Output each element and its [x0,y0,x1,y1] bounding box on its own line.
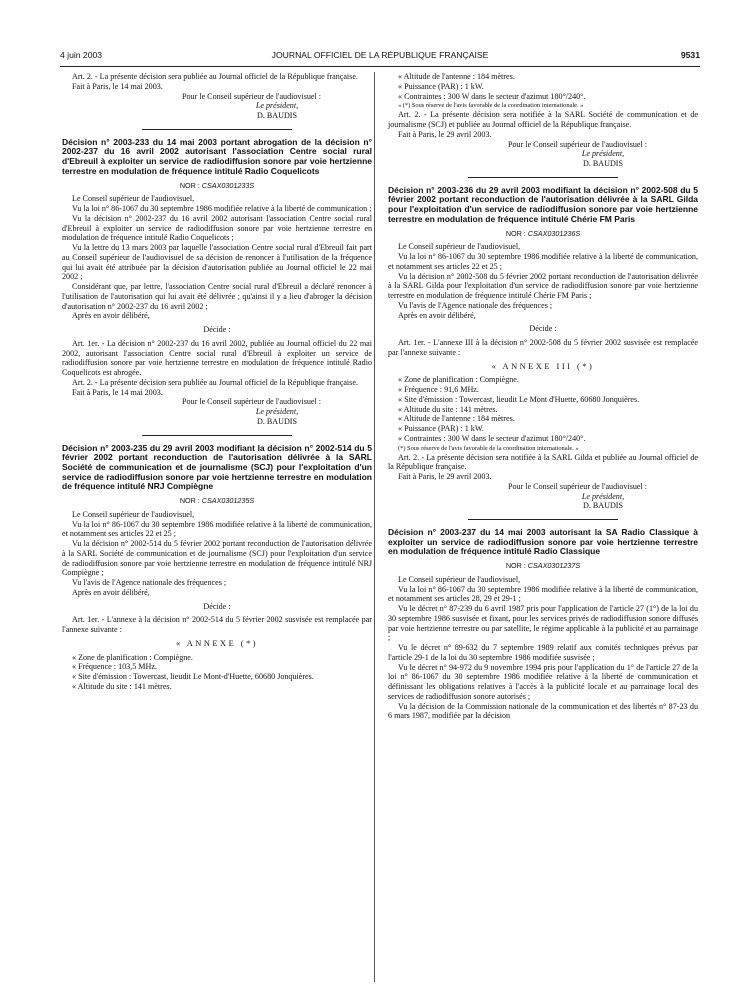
page-header [60,50,700,64]
header-journal-title: JOURNAL OFFICIEL DE LA RÉPUBLIQUE FRANÇAISE [271,50,489,60]
paragraph: Le Conseil supérieur de l'audiovisuel, [398,242,521,252]
decide-label: Décide : [203,325,231,335]
header-page-number: 9531 [680,50,700,60]
fait-line: Fait à Paris, le 29 avril 2003. [398,129,492,139]
annexe-item: « Fréquence : 103,5 MHz. [72,662,157,672]
paragraph: Vu l'avis de l'Agence nationale des fréquences ; [398,300,553,310]
annexe-item: « Site d'émission : Towercast, lieudit Le Mont-d'Huette, 60680 Jonquières. [72,672,314,682]
paragraph: Vu la lettre du 13 mars 2003 par laquelle l'association Centre social rural d'Ebreuil fait part au Conseil supérieur de l'audiovisuel de sa décision de renoncer à l'utilisation de la fréquence qui lui avait été attribuée par la décision d'autorisation publiée au Journal officiel le 22 mai 2002 ; [62,243,372,282]
paragraph: Vu la décision de la Commission nationale de la communication et des libertés n° 87-23 du 6 mars 1987, modifiée par la décision [388,701,698,721]
annexe-item: « Altitude de l'antenne : 184 mètres. [398,414,515,424]
paragraph: Après en avoir délibéré, [398,310,476,320]
article-text: Art. 1er. - La décision n° 2002-237 du 16 avril 2002, publiée au Journal officiel du 22 mai 2002, autorisant l'association Centre social rural d'Ebreuil à exploiter un service de radiodiffusion sonore par voie hertzienne terrestre en modulation de fréquence intitulé Radio Coquelicots est abrogée. [62,338,372,378]
annexe-item: « Altitude du site : 141 mètres. [72,681,172,691]
annexe-item: « Altitude du site : 141 mètres. [398,404,498,414]
paragraph: Vu la loi n° 86-1067 du 30 septembre 1986 modifiée relative à la liberté de communication, et notamment ses articles 22 et 25 ; [388,252,698,271]
paragraph: Vu la décision n° 2002-514 du 5 février 2002 portant reconduction de l'autorisation délivrée à la SARL Société de communication et de journalisme (SCJ) pour l'exploitation d'un service de radiodiffusion sonore par voie hertzienne terrestre en modulation de fréquence intitulé NRJ Compiègne ; [62,539,372,578]
signature-pour: Pour le Conseil supérieur de l'audiovisuel : [508,481,648,491]
annexe-item: « Contraintes : 300 W dans le secteur d'azimut 180°/240°. [398,433,586,443]
annexe-note: (*) Sous réserve de l'avis favorable de la coordination internationale. » [398,444,579,452]
signature-role: Le président, [255,407,299,417]
paragraph: Considérant que, par lettre, l'association Centre social rural d'Ebreuil a déclaré renoncer à l'utilisation de l'autorisation qui lui avait été délivrée ; qu'ainsi il y a lieu d'abroger la décision d'autorisation n° 2002-237 du 16 avril 2002 ; [62,282,372,311]
annexe-item: « Puissance (PAR) : 1 kW. [398,424,484,434]
annexe-heading: « ANNEXE (*) [175,638,259,648]
nor-line: NOR : CSAX0301233S [179,180,255,190]
decide-label: Décide : [203,601,231,611]
paragraph: Vu l'avis de l'Agence nationale des fréquences ; [72,578,227,588]
article-text: Art. 2. - La présente décision sera publiée au Journal officiel de la République française. [72,377,358,387]
paragraph: Vu la loi n° 86-1067 du 30 septembre 1986 modifiée relative à la liberté de communication, et notamment ses articles 28, 29 et 29-1 ; [388,584,698,604]
header-date: 4 juin 2003 [60,50,103,60]
paragraph: Vu la loi n° 86-1067 du 30 septembre 1986 modifiée relative à la liberté de communication ; [72,204,372,214]
fait-line: Fait à Paris, le 14 mai 2003. [72,387,163,397]
article-text: Art. 2. - La présente décision sera publiée au Journal officiel de la République française. [72,72,358,81]
signature-pour: Pour le Conseil supérieur de l'audiovisuel : [182,91,322,101]
article-text: Art. 2. - La présente décision sera notifiée à la SARL Société de communication et de journalisme (SCJ) et publiée au Journal officiel de la République française. [388,110,698,129]
annexe-heading: « ANNEXE III (*) [491,361,595,371]
header-rule [60,66,700,67]
annexe-item: « Altitude de l'antenne : 184 mètres. [398,72,515,81]
annexe-note: « (*) Sous réserve de l'avis favorable de la coordination internationale. » [398,102,584,110]
paragraph: Vu le décret n° 94-972 du 9 novembre 1994 pris pour l'application du 1° de l'article 27 de la loi n° 86-1067 du 30 septembre 1986 modifiée relative à la liberté de communication et définissant les obligations relatives à l'accès à la publicité locale et au parrainage local des services de radiodiffusion sonore autorisés ; [388,662,698,701]
column-separator [374,72,375,982]
signature-role: Le président, [581,491,625,501]
paragraph: Vu le décret n° 87-239 du 6 avril 1987 pris pour l'application de l'article 27 (1°) de la loi du 30 septembre 1986 susvisée et fixant, pour les services privés de radiodiffusion sonore diffusés par voie hertzienne terrestre ou par satellite, le régime applicable à la publicité et au parrainage ; [388,604,698,643]
annexe-item: « Zone de planification : Compiègne. [398,375,519,385]
article-text: Art. 1er. - L'annexe à la décision n° 2002-514 du 5 février 2002 susvisée est remplacée par l'annexe suivante : [62,615,372,635]
decision-title: Décision n° 2003-237 du 14 mai 2003 autorisant la SA Radio Classique à exploiter un service de radiodiffusion sonore par voie hertzienne terrestre en modulation de fréquence intitulé Radio Classique [388,527,698,557]
paragraph: Le Conseil supérieur de l'audiovisuel, [398,574,521,584]
signature-name: D. BAUDIS [256,416,298,426]
paragraph: Vu la décision n° 2002-508 du 5 février 2002 portant reconduction de l'autorisation délivrée à la SARL Gilda pour l'exploitation d'un service de radiodiffusion sonore par voie hertzienne terrestre en modulation de fréquence intitulé Chérie FM Paris ; [388,271,698,301]
decide-label: Décide : [529,324,557,334]
signature-pour: Pour le Conseil supérieur de l'audiovisuel : [508,139,648,149]
nor-line: NOR : CSAX0301235S [179,496,255,506]
signature-name: D. BAUDIS [582,159,624,168]
paragraph: Vu le décret n° 89-632 du 7 septembre 1989 relatif aux comités techniques prévus par l'article 29-1 de la loi du 30 septembre 1986 modifiée susvisée ; [388,643,698,662]
annexe-item: « Contraintes : 300 W dans le secteur d'azimut 180°/240°. [398,91,586,101]
left-column [62,72,372,692]
article-text: Art. 2. - La présente décision sera notifiée à la SARL Gilda et publiée au Journal officiel de la République française. [388,452,698,472]
decision-title: Décision n° 2003-236 du 29 avril 2003 modifiant la décision n° 2002-508 du 5 février 2002 portant reconduction de l'autorisation délivrée à la SARL Gilda pour l'exploitation d'un service de radiodiffusion sonore par voie hertzienne terrestre en modulation de fréquence intitulé Chérie FM Paris [388,184,698,224]
paragraph: Après en avoir délibéré, [72,311,150,321]
signature-name: D. BAUDIS [256,111,298,120]
nor-line: NOR : CSAX0301237S [505,561,581,571]
decision-title: Décision n° 2003-235 du 29 avril 2003 modifiant la décision n° 2002-514 du 5 février 2002 portant reconduction de l'autorisation délivrée à la SARL Société de communication et de journalisme (SCJ) pour l'exploitation d'un service de radiodiffusion sonore par voie hertzienne terrestre en modulation de fréquence intitulé NRJ Compiègne [62,442,372,492]
annexe-item: « Site d'émission : Towercast, lieudit Le Mont d'Huette, 60680 Jonquières. [398,394,640,404]
paragraph: Après en avoir délibéré, [72,587,150,597]
annexe-item: « Zone de planification : Compiègne. [72,652,193,662]
paragraph: Le Conseil supérieur de l'audiovisuel, [72,194,195,204]
right-column [388,72,698,721]
paragraph: Vu la loi n° 86-1067 du 30 septembre 1986 modifiée relative à la liberté de communication, et notamment ses articles 22 et 25 ; [62,519,372,539]
nor-line: NOR : CSAX0301236S [505,228,581,238]
fait-line: Fait à Paris, le 14 mai 2003. [72,81,163,91]
signature-role: Le président, [255,101,299,111]
article-text: Art. 1er. - L'annexe III à la décision n° 2002-508 du 5 février 2002 susvisée est remplacée par l'annexe suivante : [388,338,698,357]
signature-name: D. BAUDIS [582,501,624,511]
paragraph: Le Conseil supérieur de l'audiovisuel, [72,509,195,519]
signature-role: Le président, [581,149,625,159]
annexe-item: « Fréquence : 91,6 MHz. [398,385,479,395]
annexe-item: « Puissance (PAR) : 1 kW. [398,81,484,91]
fait-line: Fait à Paris, le 29 avril 2003. [398,472,492,482]
signature-pour: Pour le Conseil supérieur de l'audiovisuel : [182,397,322,407]
paragraph: Vu la décision n° 2002-237 du 16 avril 2002 autorisant l'association Centre social rural d'Ebreuil à exploiter un service de radiodiffusion sonore par voie hertzienne terrestre en modulation de fréquence intitulé Radio Coquelicots ; [62,213,372,243]
decision-title: Décision n° 2003-233 du 14 mai 2003 portant abrogation de la décision n° 2002-237 du 16 avril 2002 autorisant l'association Centre social rural d'Ebreuil à exploiter un service de radiodiffusion sonore par voie hertzienne terrestre en modulation de fréquence intitulé Radio Coquelicots [62,136,372,176]
